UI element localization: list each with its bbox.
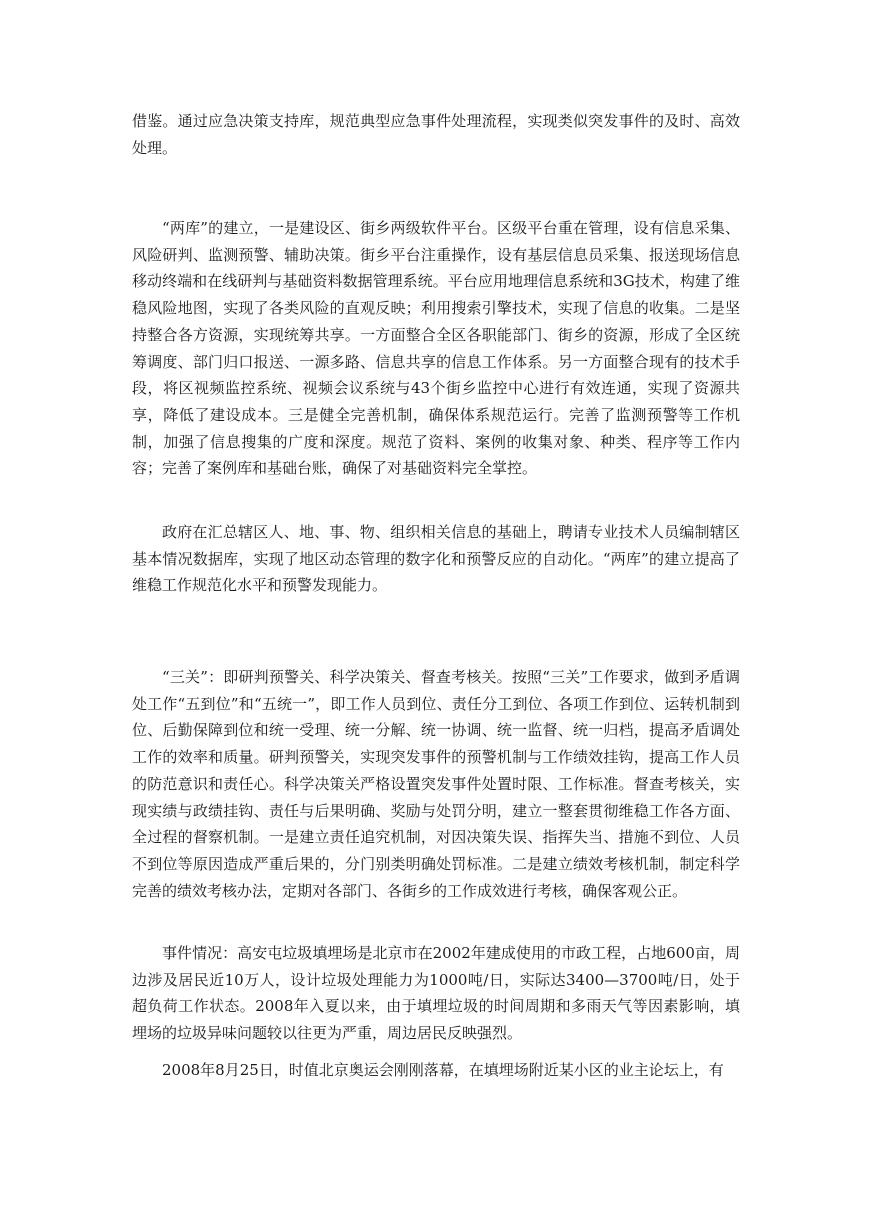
paragraph-event-situation: 事件情况：高安屯垃圾填埋场是北京市在2002年建成使用的市政工程，占地600亩，周边涉及居民近10万人，设计垃圾处理能力为1000吨/日，实际达3400—3700吨/日，处于超负荷工作状态。2008年入夏以来，由于填埋垃圾的时间周期和多雨天气等因素影响，填埋场的垃圾异味问题较以往更为严重，周边居民反映强烈。 — [132, 944, 740, 1043]
paragraph-decision-support: 借鉴。通过应急决策支持库，规范典型应急事件处理流程，实现类似突发事件的及时、高效处理。 — [132, 112, 740, 157]
paragraph-event-date: 2008年8月25日，时值北京奥运会刚刚落幕，在填埋场附近某小区的业主论坛上，有 — [162, 1061, 724, 1079]
paragraph-two-databases: “两库”的建立，一是建设区、街乡两级软件平台。区级平台重在管理，设有信息采集、风险研判、监测预警、辅助决策。街乡平台注重操作，设有基层信息员采集、报送现场信息移动终端和在线研判与基础资料数据管理系统。平台应用地理信息系统和3G技术，构建了维稳风险地图，实现了各类风险的直观反映；利用搜索引擎技术，实现了信息的收集。二是坚持整合各方资源，实现统筹共享。一方面整合全区各职能部门、街乡的资源，形成了全区统筹调度、部门归口报送、一源多路、信息共享的信息工作体系。另一方面整合现有的技术手段，将区视频监控系统、视频会议系统与43个街乡监控中心进行有效连通，实现了资源共享，降低了建设成本。三是健全完善机制，确保体系规范运行。完善了监测预警等工作机制，加强了信息搜集的广度和深度。规范了资料、案例的收集对象、种类、程序等工作内容；完善了案例库和基础台账，确保了对基础资料完全掌控。 — [132, 219, 740, 478]
paragraph-three-checkpoints: “三关”：即研判预警关、科学决策关、督查考核关。按照“三关”工作要求，做到矛盾调处工作“五到位”和“五统一”，即工作人员到位、责任分工到位、各项工作到位、运转机制到位、后勤保障到位和统一受理、统一分解、统一协调、统一监督、统一归档，提高矛盾调处工作的效率和质量。研判预警关，实现突发事件的预警机制与工作绩效挂钩，提高工作人员的防范意识和责任心。科学决策关严格设置突发事件处置时限、工作标准。督查考核关，实现实绩与政绩挂钩、责任与后果明确、奖励与处罚分明，建立一整套贯彻维稳工作各方面、全过程的督察机制。一是建立责任追究机制，对因决策失误、指挥失当、措施不到位、人员不到位等原因造成严重后果的，分门别类明确处罚标准。二是建立绩效考核机制，制定科学完善的绩效考核办法，定期对各部门、各街乡的工作成效进行考核，确保客观公正。 — [132, 668, 740, 900]
paragraph-district-database: 政府在汇总辖区人、地、事、物、组织相关信息的基础上，聘请专业技术人员编制辖区基本情况数据库，实现了地区动态管理的数字化和预警反应的自动化。“两库”的建立提高了维稳工作规范化水平和预警发现能力。 — [132, 523, 740, 595]
